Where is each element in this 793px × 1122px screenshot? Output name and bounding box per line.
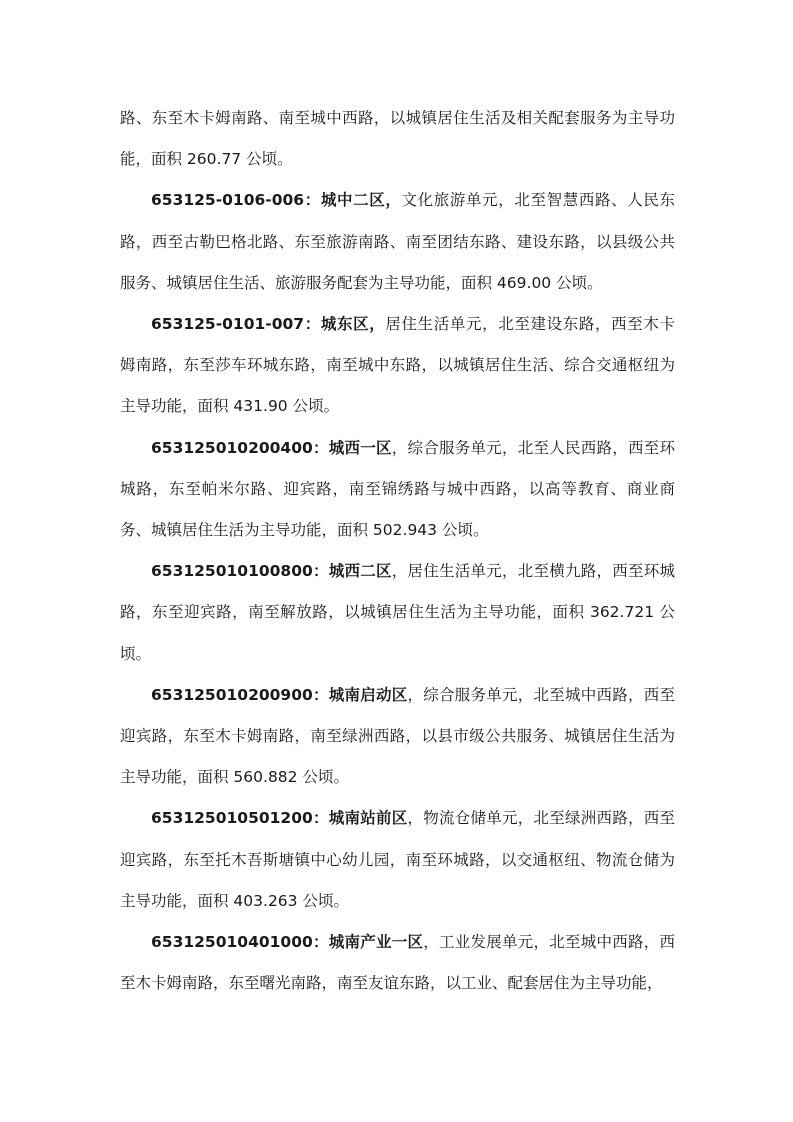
unit-code: 653125-0106-006： bbox=[151, 191, 321, 210]
paragraph-unit bbox=[120, 551, 675, 675]
paragraph-text: ，居住生活单元，北至横九路，西至环城路，东至迎宾路，南至解放路，以城镇居住生活为主导功能，面积 362.721 公顷。 bbox=[120, 562, 675, 663]
unit-name: 城南启动区 bbox=[328, 685, 408, 704]
paragraph-unit bbox=[120, 798, 675, 922]
unit-name: 城南产业一区 bbox=[328, 933, 424, 952]
paragraph-text: ，综合服务单元，北至人民西路，西至环城路，东至帕米尔路、迎宾路，南至锦绣路与城中西路，以高等教育、商业商务、城镇居住生活为主导功能，面积 502.943 公顷。 bbox=[120, 438, 675, 540]
unit-name: 城中二区， bbox=[320, 191, 402, 210]
unit-name: 城南站前区 bbox=[328, 809, 408, 828]
unit-code: 653125010200400： bbox=[151, 438, 329, 457]
paragraph-text: ，物流仓储单元，北至绿洲西路，西至迎宾路，东至托木吾斯塘镇中心幼儿园，南至环城路，以交通枢纽、物流仓储为主导功能，面积 403.263 公顷。 bbox=[120, 809, 675, 910]
paragraph-unit bbox=[120, 922, 675, 1004]
paragraph-text: 文化旅游单元，北至智慧西路、人民东路，西至古勒巴格北路、东至旅游南路、南至团结东路、建设东路，以县级公共服务、城镇居住生活、旅游服务配套为主导功能，面积 469.00 公顷。 bbox=[120, 191, 675, 292]
unit-code: 653125-0101-007： bbox=[151, 315, 321, 334]
unit-name: 城西二区 bbox=[328, 562, 392, 581]
paragraph-unit bbox=[120, 675, 675, 799]
unit-code: 653125010100800： bbox=[151, 562, 329, 581]
unit-name: 城东区， bbox=[320, 315, 386, 334]
paragraph-unit bbox=[120, 180, 675, 304]
paragraph-continuation bbox=[120, 98, 675, 180]
paragraph-text: 居住生活单元，北至建设东路，西至木卡姆南路，东至莎车环城东路，南至城中东路，以城镇居住生活、综合交通枢纽为主导功能，面积 431.90 公顷。 bbox=[120, 315, 675, 416]
unit-name: 城西一区 bbox=[328, 438, 392, 457]
unit-code: 653125010501200： bbox=[151, 809, 329, 828]
paragraph-text: ，工业发展单元，北至城中西路，西至木卡姆南路，东至曙光南路，南至友谊东路，以工业、配套居住为主导功能， bbox=[120, 933, 675, 993]
paragraph-unit bbox=[120, 428, 675, 552]
unit-code: 653125010200900： bbox=[151, 685, 329, 704]
paragraph-text: ，综合服务单元，北至城中西路，西至迎宾路，东至木卡姆南路，南至绿洲西路，以县市级公共服务、城镇居住生活为主导功能，面积 560.882 公顷。 bbox=[120, 685, 675, 787]
unit-code: 653125010401000： bbox=[151, 933, 329, 952]
paragraph-unit bbox=[120, 304, 675, 428]
paragraph-text: 路、东至木卡姆南路、南至城中西路，以城镇居住生活及相关配套服务为主导功能，面积 260.77 公顷。 bbox=[120, 109, 675, 169]
